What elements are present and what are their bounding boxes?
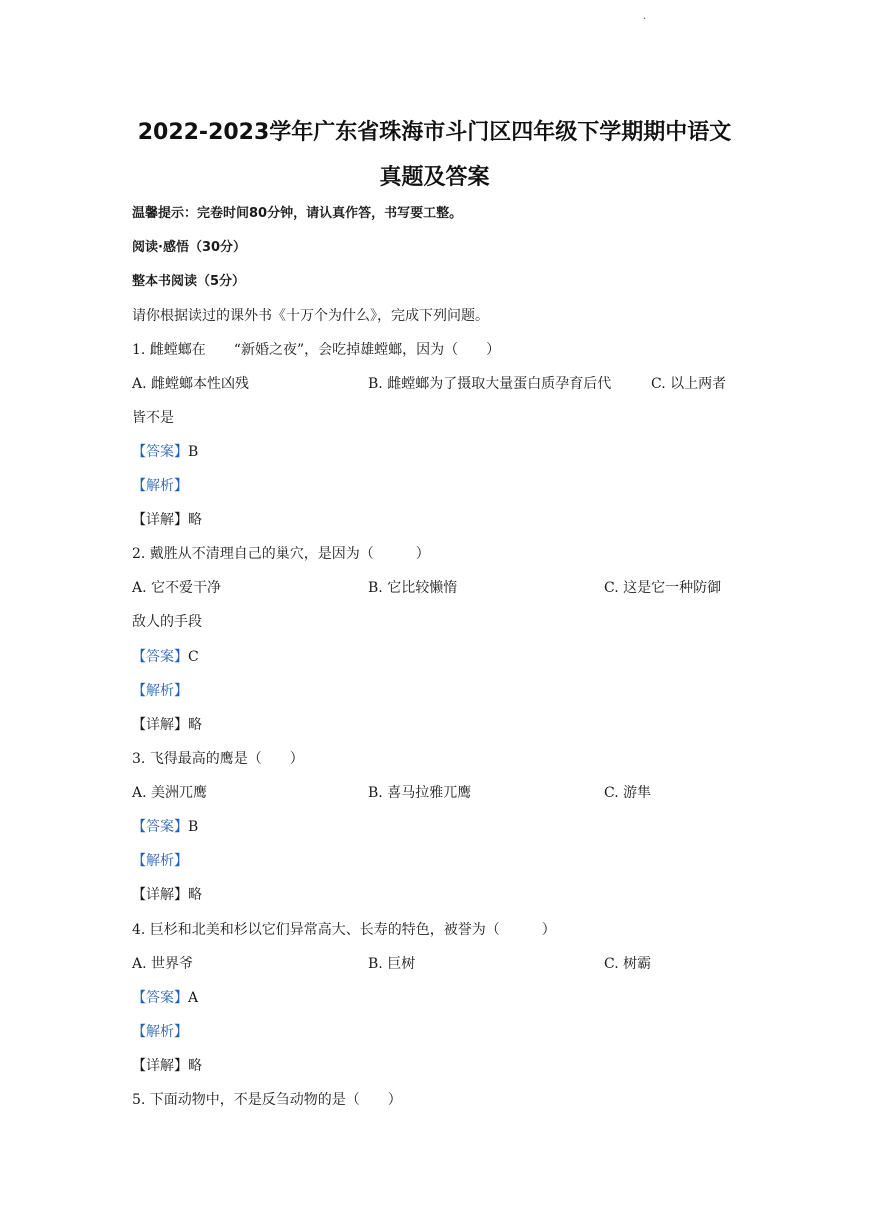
answer-value: B	[188, 819, 199, 835]
question-3-answer	[132, 817, 198, 837]
detail-tag: 【详解】	[132, 887, 188, 903]
question-4-stem: 4. 巨杉和北美和杉以它们异常高大、长寿的特色，被誉为（ ）	[132, 922, 556, 938]
question-2-analysis: 【解析】	[132, 683, 188, 699]
question-3-option-c: C. 游隼	[604, 785, 652, 801]
question-1-option-c-wrap: 皆不是	[132, 410, 174, 426]
question-4-answer	[132, 988, 198, 1008]
document-title-line2: 真题及答案	[379, 165, 490, 190]
question-4-detail	[132, 1056, 202, 1076]
question-1-answer	[132, 442, 198, 462]
question-2-option-a: A. 它不爱干净	[132, 580, 222, 596]
detail-value: 略	[188, 887, 202, 903]
question-2-option-c: C. 这是它一种防御	[604, 580, 722, 596]
question-3-option-b: B. 喜马拉雅兀鹰	[368, 785, 472, 801]
question-2-option-b: B. 它比较懒惰	[368, 580, 458, 596]
section-heading: 阅读·感悟（30分）	[132, 240, 247, 255]
question-2-stem: 2. 戴胜从不清理自己的巢穴，是因为（ ）	[132, 546, 430, 562]
tip-text: 温馨提示：完卷时间80分钟，请认真作答，书写要工整。	[132, 206, 463, 221]
corner-dot: ·	[643, 14, 647, 25]
question-3-analysis: 【解析】	[132, 853, 188, 869]
answer-tag: 【答案】	[132, 444, 188, 460]
answer-value: A	[188, 990, 199, 1006]
question-3-option-a: A. 美洲兀鹰	[132, 785, 208, 801]
answer-value: B	[188, 444, 199, 460]
detail-tag: 【详解】	[132, 1058, 188, 1074]
subsection-heading: 整本书阅读（5分）	[132, 274, 246, 289]
question-4-option-b: B. 巨树	[368, 956, 416, 972]
question-1-detail	[132, 510, 202, 530]
question-1-analysis: 【解析】	[132, 478, 188, 494]
answer-tag: 【答案】	[132, 649, 188, 665]
question-2-answer	[132, 647, 199, 667]
question-2-detail	[132, 715, 202, 735]
answer-tag: 【答案】	[132, 990, 188, 1006]
question-2-option-c-wrap: 敌人的手段	[132, 614, 202, 630]
question-4-analysis: 【解析】	[132, 1024, 188, 1040]
intro-text: 请你根据读过的课外书《十万个为什么》，完成下列问题。	[132, 308, 489, 324]
document-title-line1: 2022-2023学年广东省珠海市斗门区四年级下学期期中语文	[137, 120, 732, 145]
question-1-option-b: B. 雌螳螂为了摄取大量蛋白质孕育后代	[368, 376, 612, 392]
question-3-stem: 3. 飞得最高的鹰是（ ）	[132, 751, 304, 767]
question-1-option-a: A. 雌螳螂本性凶残	[132, 376, 250, 392]
question-1-option-c: C. 以上两者	[651, 376, 727, 392]
detail-tag: 【详解】	[132, 512, 188, 528]
question-4-option-c: C. 树霸	[604, 956, 652, 972]
answer-value: C	[188, 649, 199, 665]
detail-value: 略	[188, 1058, 202, 1074]
question-4-option-a: A. 世界爷	[132, 956, 194, 972]
answer-tag: 【答案】	[132, 819, 188, 835]
question-1-stem: 1. 雌螳螂在 “新婚之夜”，会吃掉雄螳螂，因为（ ）	[132, 342, 501, 358]
detail-value: 略	[188, 512, 202, 528]
question-5-stem: 5. 下面动物中，不是反刍动物的是（ ）	[132, 1092, 402, 1108]
detail-tag: 【详解】	[132, 717, 188, 733]
question-3-detail	[132, 885, 202, 905]
detail-value: 略	[188, 717, 202, 733]
